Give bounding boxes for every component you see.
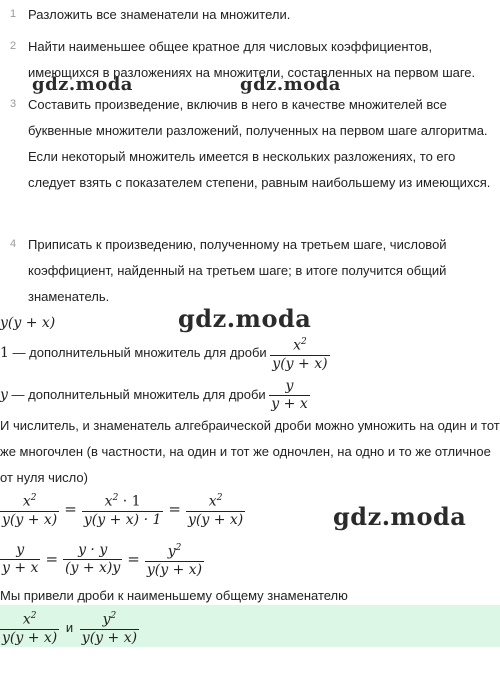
step-number: 4 <box>10 238 17 250</box>
watermark: gdz.moda <box>333 502 467 531</box>
watermark: gdz.moda <box>178 304 312 333</box>
factor-text: — дополнительный множитель для дроби <box>12 344 267 360</box>
factor-value: 1 <box>0 344 9 361</box>
step-text: Найти наименьшее общее кратное для числовых коэффициентов, имеющихся в разложениях на множители, составленных на первом шаге. <box>28 39 476 80</box>
conclusion-text: Мы привели дроби к наименьшему общему знаменателю <box>0 588 348 603</box>
equation-1: $\frac{x^2}{y(y + x)}$ = $\frac{x^2 \cdot 1}{y(y + x) \cdot 1}$ = $\frac{x^2}{y(y + x)}$ <box>2 493 244 528</box>
common-denominator: y(y + x) <box>0 315 56 331</box>
and-word: и <box>65 619 74 635</box>
step-number: 3 <box>10 98 17 110</box>
watermark: gdz.moda <box>240 74 341 95</box>
fraction-x2-over-yyx: $\frac{x^2}{y(y + x)}$ <box>272 337 328 372</box>
step-text: Разложить все знаменатели на множители. <box>28 7 291 22</box>
additional-factor-2 <box>0 378 310 413</box>
step-number: 2 <box>10 40 17 52</box>
step-number: 1 <box>10 8 17 20</box>
watermark: gdz.moda <box>32 74 133 95</box>
step-text: Приписать к произведению, полученному на третьем шаге, числовой коэффициент, найденный на третьем шаге; в итоге получится общий знаменатель. <box>28 237 447 304</box>
factor-text: — дополнительный множитель для дроби <box>11 386 266 402</box>
fraction-y-over-ypx: $\frac{y}{y + x}$ <box>271 378 308 412</box>
rule-paragraph: И числитель, и знаменатель алгебраической дроби можно умножить на один и тот же многочлен (в частности, на один и тот же одночлен, на одно и то же отличное от нуля число) <box>0 418 500 485</box>
step-text: Составить произведение, включив в него в качестве множителей все буквенные множители разложений, полученных на первом шаге алгоритма. Если некоторый множитель имеется в нескольких разложениях, то его следует взять с показателем степени, равным наибольшему из имеющихся. <box>28 97 491 190</box>
result-fractions: $\frac{x^2}{y(y + x)}$ и $\frac{y^2}{y(y + x)}$ <box>2 611 138 646</box>
factor-value: y <box>0 386 8 403</box>
equation-2: $\frac{y}{y + x}$ = $\frac{y \cdot y}{(y + x)y}$ = $\frac{y^2}{y(y + x)}$ <box>2 541 203 578</box>
additional-factor-1 <box>0 334 330 373</box>
